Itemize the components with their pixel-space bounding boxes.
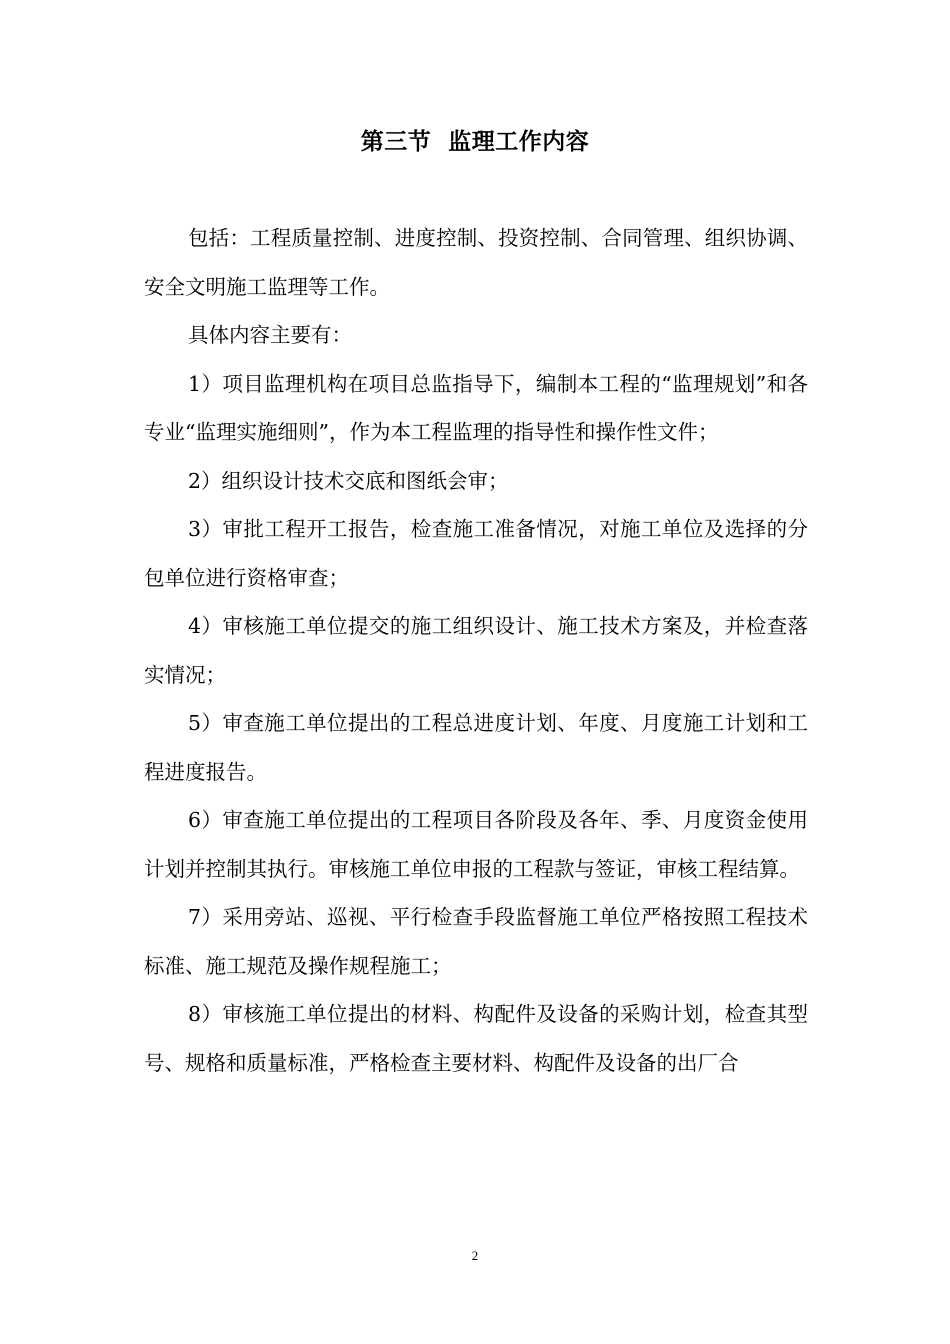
- list-item-4: 4）审核施工单位提交的施工组织设计、施工技术方案及，并检查落实情况；: [144, 614, 808, 687]
- list-item-6: 6）审查施工单位提出的工程项目各阶段及各年、季、月度资金使用计划并控制其执行。审核施工单位申报的工程款与签证，审核工程结算。: [144, 808, 808, 881]
- paragraph-intro: 具体内容主要有：: [188, 323, 352, 347]
- list-item-8: 8）审核施工单位提出的材料、构配件及设备的采购计划，检查其型号、规格和质量标准，严格检查主要材料、构配件及设备的出厂合: [144, 1002, 808, 1075]
- document-body: [144, 214, 808, 1087]
- list-item-5: 5）审查施工单位提出的工程总进度计划、年度、月度施工计划和工程进度报告。: [144, 711, 808, 784]
- list-item-3: 3）审批工程开工报告，检查施工准备情况，对施工单位及选择的分包单位进行资格审查；: [144, 517, 808, 590]
- list-item-7: 7）采用旁站、巡视、平行检查手段监督施工单位严格按照工程技术标准、施工规范及操作规程施工；: [144, 905, 808, 978]
- section-title: 第三节 监理工作内容: [360, 129, 590, 155]
- paragraph-scope: 包括：工程质量控制、进度控制、投资控制、合同管理、组织协调、安全文明施工监理等工作。: [144, 226, 808, 299]
- page-number: 2: [471, 1248, 479, 1263]
- list-item-2: 2）组织设计技术交底和图纸会审；: [188, 468, 509, 493]
- list-item-1: 1）项目监理机构在项目总监指导下，编制本工程的“监理规划”和各专业“监理实施细则”，作为本工程监理的指导性和操作性文件；: [144, 371, 808, 444]
